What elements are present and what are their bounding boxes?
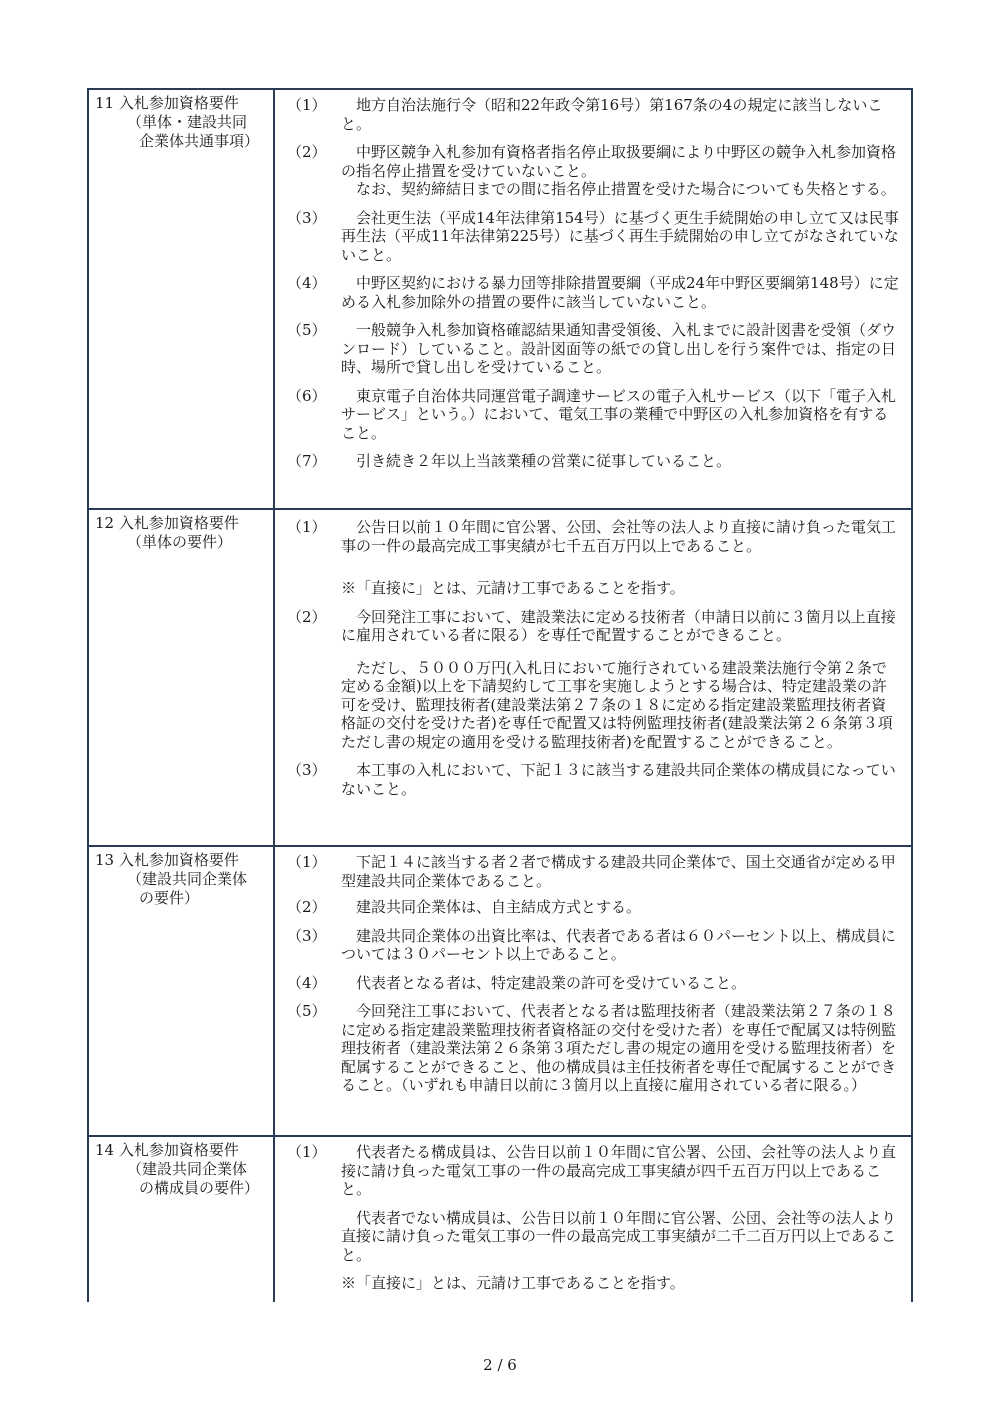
item-number: （4） <box>287 973 327 992</box>
item-number: （1） <box>287 518 327 536</box>
item-note: ※「直接に」とは、元請け工事であることを指す。 <box>341 579 685 597</box>
section-label <box>89 510 273 552</box>
section-label-line: 14 入札参加資格要件 <box>95 1141 239 1159</box>
section-label-cell <box>88 89 274 509</box>
item-paragraph: 中野区契約における暴力団等排除措置要綱（平成24年中野区要綱第148号）に定める入札参加除外の措置の要件に該当していないこと。 <box>341 274 899 311</box>
section-label-cell <box>88 509 274 846</box>
requirement-item <box>275 274 911 311</box>
item-text <box>341 96 911 133</box>
item-number: （2） <box>287 607 327 626</box>
section-label-line: 13 入札参加資格要件 <box>95 851 239 869</box>
section-row <box>88 846 912 1136</box>
item-paragraph: ただし、５０００万円(入札日において施行されている建設業法施行令第２条で定める金額)以上を下請契約して工事を実施しようとする場合は、特定建設業の許可を受け、監理技術者(建設業法第２７条の１８に定める指定建設業監理技術者資格証の交付を受けた者)を専任で配置又は特例監理技術者(建設業法第２６条第３項ただし書の規定の適用を受ける監理技術者)を配置することができること。 <box>341 658 893 751</box>
item-note: ※「直接に」とは、元請け工事であることを指す。 <box>341 1274 685 1292</box>
item-text <box>341 898 911 917</box>
item-text <box>341 518 911 598</box>
item-paragraph: 今回発注工事において、建設業法に定める技術者（申請日以前に３箇月以上直接に雇用されている者に限る）を専任で配置することができること。 <box>341 607 896 644</box>
item-paragraph: 会社更生法（平成14年法律第154号）に基づく更生手続開始の申し立て又は民事再生法（平成11年法律第225号）に基づく再生手続開始の申し立てがなされていないこと。 <box>341 208 899 264</box>
section-content-cell <box>274 509 912 846</box>
section-label-line: 企業体共通事項） <box>139 132 260 150</box>
section-label <box>89 90 273 151</box>
section-label-line: 12 入札参加資格要件 <box>95 514 239 532</box>
item-number: （3） <box>287 761 327 779</box>
item-paragraph: 今回発注工事において、代表者となる者は監理技術者（建設業法第２７条の１８に定める指定建設業監理技術者資格証の交付を受けた者）を専任で配属又は特例監理技術者（建設業法第２６条第３項ただし書の規定の適用を受ける監理技術者）を配属することができること、他の構成員は主任技術者を専任で配属することができること。（いずれも申請日以前に３箇月以上直接に雇用されている者に限る。） <box>341 1002 897 1094</box>
item-number: （3） <box>287 926 327 945</box>
item-number: （2） <box>287 143 327 161</box>
section-label <box>89 1137 273 1198</box>
item-paragraph: 本工事の入札において、下記１３に該当する建設共同企業体の構成員になっていないこと。 <box>341 761 896 798</box>
section-row <box>88 1136 912 1302</box>
item-paragraph: 公告日以前１０年間に官公署、公団、会社等の法人より直接に請け負った電気工事の一件の最高完成工事実績が七千五百万円以上であること。 <box>341 518 897 555</box>
section-label <box>89 847 273 908</box>
item-number: （3） <box>287 208 327 227</box>
requirements-table <box>87 88 913 1302</box>
item-paragraph: 地方自治法施行令（昭和22年政令第16号）第167条の4の規定に該当しないこと。 <box>341 96 883 133</box>
item-paragraph: 中野区競争入札参加有資格者指名停止取扱要綱により中野区の競争入札参加資格の指名停止措置を受けていないこと。 <box>341 143 897 180</box>
item-paragraph: 建設共同企業体は、自主結成方式とする。 <box>356 898 642 916</box>
requirement-item <box>275 321 911 377</box>
section-label-line: の構成員の要件） <box>139 1179 260 1197</box>
requirement-item <box>275 209 911 265</box>
requirement-item <box>275 452 911 471</box>
item-number: （2） <box>287 898 327 916</box>
requirement-item <box>275 96 911 133</box>
item-paragraph: 一般競争入札参加資格確認結果通知書受領後、入札までに設計図書を受領（ダウンロード）していること。設計図面等の紙での貸し出しを行う案件では、指定の日時、場所で貸し出しを受けていること。 <box>341 321 897 376</box>
item-number: （4） <box>287 274 327 292</box>
requirement-item <box>275 143 911 199</box>
item-text <box>341 321 911 377</box>
requirement-item <box>275 518 911 598</box>
item-paragraph: 代表者たる構成員は、公告日以前１０年間に官公署、公団、会社等の法人より直接に請け負った電気工事の一件の最高完成工事実績が四千五百万円以上であること。 <box>341 1143 897 1198</box>
item-text <box>341 274 911 311</box>
item-paragraph: 建設共同企業体の出資比率は、代表者である者は６０パーセント以上、構成員については３０パーセント以上であること。 <box>341 926 896 963</box>
item-text <box>341 1143 911 1293</box>
item-paragraph: 引き続き２年以上当該業種の営業に従事していること。 <box>356 452 732 470</box>
section-label-line: （単体・建設共同 <box>127 113 248 131</box>
item-text <box>341 143 911 199</box>
section-row <box>88 89 912 509</box>
section-label-line: の要件） <box>139 889 200 907</box>
section-label-cell <box>88 1136 274 1302</box>
requirement-item <box>275 853 911 890</box>
item-text <box>341 608 911 752</box>
item-number: （1） <box>287 853 327 871</box>
item-number: （5） <box>287 1002 327 1020</box>
item-text <box>341 761 911 798</box>
item-paragraph: なお、契約締結日までの間に指名停止措置を受けた場合についても失格とする。 <box>356 180 896 198</box>
item-text <box>341 452 911 471</box>
requirement-item <box>275 1002 911 1095</box>
section-row <box>88 509 912 846</box>
section-label-cell <box>88 846 274 1136</box>
item-paragraph: 代表者となる者は、特定建設業の許可を受けていること。 <box>356 973 747 992</box>
requirement-item <box>275 1143 911 1293</box>
item-paragraph: 東京電子自治体共同運営電子調達サービスの電子入札サービス（以下「電子入札サービス」という。）において、電気工事の業種で中野区の入札参加資格を有すること。 <box>341 386 897 442</box>
section-content-cell <box>274 846 912 1136</box>
item-number: （5） <box>287 321 327 339</box>
section-content-cell <box>274 1136 912 1302</box>
item-number: （7） <box>287 452 327 470</box>
requirement-item <box>275 974 911 993</box>
item-text <box>341 853 911 890</box>
section-label-line: 11 入札参加資格要件 <box>95 94 239 112</box>
section-label-line: （建設共同企業体 <box>127 1160 248 1178</box>
section-label-line: （建設共同企業体 <box>127 870 248 888</box>
requirement-item <box>275 761 911 798</box>
item-text <box>341 1002 911 1095</box>
section-label-line: （単体の要件） <box>127 533 233 551</box>
item-text <box>341 974 911 993</box>
item-number: （6） <box>287 386 327 405</box>
item-paragraph: 代表者でない構成員は、公告日以前１０年間に官公署、公団、会社等の法人より直接に請け負った電気工事の一件の最高完成工事実績が二千二百万円以上であること。 <box>341 1208 897 1264</box>
item-number: （1） <box>287 1143 327 1161</box>
item-text <box>341 387 911 443</box>
requirement-item <box>275 898 911 917</box>
requirement-item <box>275 387 911 443</box>
page-number: 2 / 6 <box>483 1356 517 1374</box>
item-text <box>341 209 911 265</box>
item-paragraph: 下記１４に該当する者２者で構成する建設共同企業体で、国土交通省が定める甲型建設共同企業体であること。 <box>341 853 896 890</box>
section-content-cell <box>274 89 912 509</box>
requirement-item <box>275 927 911 964</box>
item-number: （1） <box>287 96 327 114</box>
item-text <box>341 927 911 964</box>
requirement-item <box>275 608 911 752</box>
